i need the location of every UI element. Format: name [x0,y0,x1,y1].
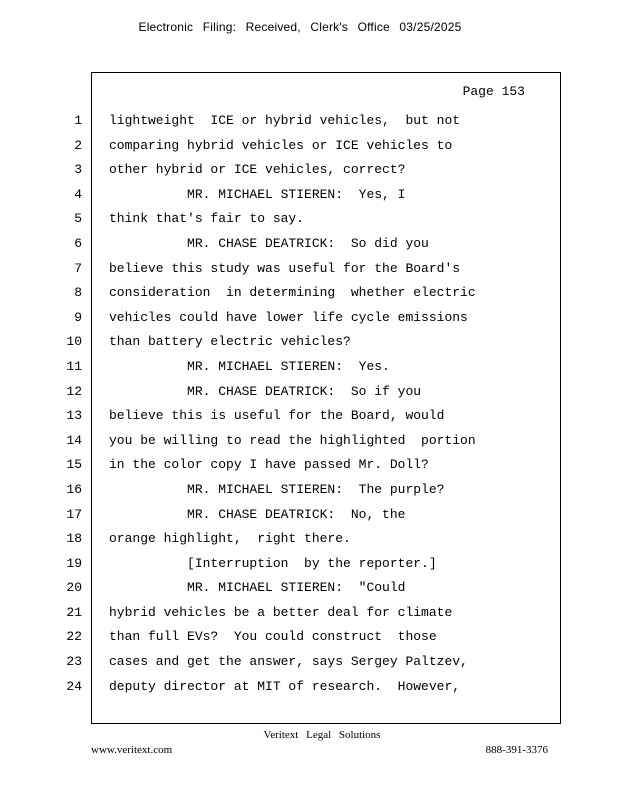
line-number: 9 [74,309,82,325]
line-number: 24 [66,678,82,694]
line-number: 21 [66,604,82,620]
line-number: 23 [66,654,82,670]
transcript-line: than battery electric vehicles? [109,334,351,350]
line-number: 6 [74,235,82,251]
transcript-line: you be willing to read the highlighted portion [109,432,476,448]
line-number: 13 [66,408,82,424]
transcript-line: cases and get the answer, says Sergey Paltzev, [109,654,468,670]
filing-stamp: Electronic Filing: Received, Clerk's Office 03/25/2025 [138,20,462,34]
line-number: 5 [74,211,82,227]
line-number: 18 [66,531,82,547]
line-number: 3 [74,162,82,178]
transcript-line: MR. CHASE DEATRICK: So if you [109,383,422,399]
line-number: 11 [66,358,82,374]
footer-company: Veritext Legal Solutions [263,729,381,741]
line-number: 10 [66,334,82,350]
transcript-line: [Interruption by the reporter.] [109,555,437,571]
transcript-line: comparing hybrid vehicles or ICE vehicles to [109,137,453,153]
transcript-line: hybrid vehicles be a better deal for climate [109,604,453,620]
transcript-line: MR. MICHAEL STIEREN: "Could [109,580,406,596]
line-number: 14 [66,432,82,448]
line-number: 17 [66,506,82,522]
transcript-line: other hybrid or ICE vehicles, correct? [109,162,406,178]
transcript-line: MR. CHASE DEATRICK: So did you [109,235,429,251]
line-number: 8 [74,285,82,301]
transcript-line: orange highlight, right there. [109,531,351,547]
transcript-line: consideration in determining whether electric [109,285,476,301]
line-number: 15 [66,457,82,473]
line-number: 22 [66,629,82,645]
line-number: 12 [66,383,82,399]
transcript-line: believe this study was useful for the Board's [109,260,461,276]
footer-phone: 888-391-3376 [485,744,548,756]
page-number: Page 153 [462,84,525,99]
transcript-line: believe this is useful for the Board, would [109,408,445,424]
line-number: 20 [66,580,82,596]
line-number: 19 [66,555,82,571]
transcript-line: MR. MICHAEL STIEREN: Yes. [109,358,390,374]
transcript-line: in the color copy I have passed Mr. Doll? [109,457,429,473]
transcript-line: MR. MICHAEL STIEREN: The purple? [109,481,445,497]
transcript-line: vehicles could have lower life cycle emissions [109,309,468,325]
line-number: 16 [66,481,82,497]
line-number-column [40,109,82,699]
transcript-text [109,109,549,699]
footer-website: www.veritext.com [91,744,173,756]
transcript-line: than full EVs? You could construct those [109,629,437,645]
transcript-line: think that's fair to say. [109,211,305,227]
transcript-line: MR. CHASE DEATRICK: No, the [109,506,406,522]
transcript-line: MR. MICHAEL STIEREN: Yes, I [109,186,406,202]
transcript-line: lightweight ICE or hybrid vehicles, but not [109,113,461,128]
line-number: 4 [74,186,82,202]
line-number: 7 [74,260,82,276]
line-number: 1 [74,113,82,128]
line-number: 2 [74,137,82,153]
transcript-line: deputy director at MIT of research. However, [109,678,461,694]
